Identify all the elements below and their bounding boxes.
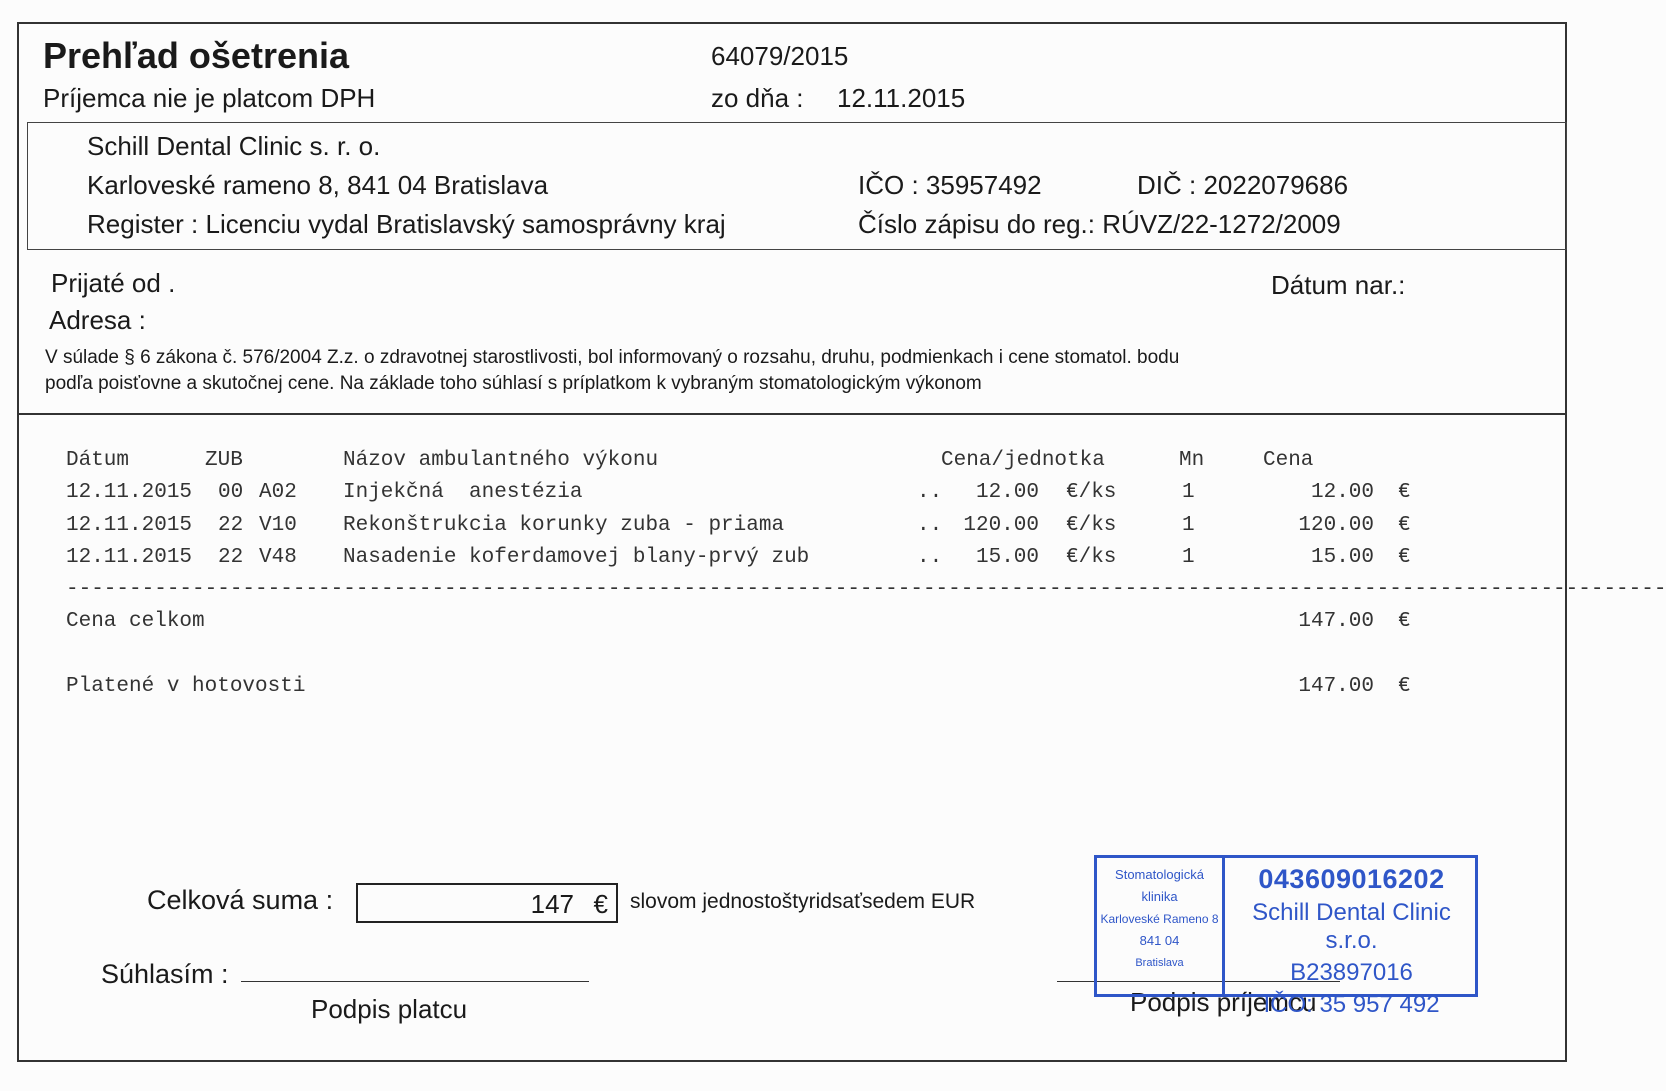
total-sum-words: slovom jednostoštyridsaťsedem EUR (630, 890, 976, 913)
row-date: 12.11.2015 (66, 546, 193, 569)
paid-cash-value: 147.00 (1298, 675, 1374, 698)
date-label: zo dňa : (711, 83, 804, 113)
col-header-name: Názov ambulantného výkonu (343, 449, 659, 472)
row-service-name: Nasadenie koferdamovej blany-prvý zub (343, 546, 810, 569)
row-qty: 1 (1182, 514, 1195, 537)
vat-status: Príjemca nie je platcom DPH (43, 83, 376, 113)
total-sum-box (356, 883, 618, 923)
stamp-left-line-4: 841 04 (1139, 933, 1180, 948)
row-price: 12.00 (1310, 481, 1374, 504)
date-value: 12.11.2015 (837, 83, 966, 113)
row-qty: 1 (1182, 481, 1195, 504)
stamp-code: 043609016202 (1258, 864, 1445, 894)
consent-note-line-2: podľa poisťovne a skutočnej cene. Na základe toho súhlasí s príplatkom k vybraným stomatologickým výkonom (45, 373, 982, 394)
row-tooth: 00 (218, 481, 244, 504)
row-date: 12.11.2015 (66, 514, 193, 537)
received-from-label: Prijaté od . (51, 268, 176, 298)
stamp-left-line-5: Bratislava (1135, 957, 1184, 969)
consent-note-line-1: V súlade § 6 zákona č. 576/2004 Z.z. o zdravotnej starostlivosti, bol informovaný o rozsahu, druhu, podmienkach i cene stomatol. bodu (45, 347, 1180, 368)
document-title: Prehľad ošetrenia (43, 35, 349, 76)
paid-cash-currency: € (1398, 675, 1411, 698)
total-value: 147.00 (1298, 610, 1374, 633)
row-unit: €/ks (1066, 514, 1117, 537)
section-divider (17, 413, 1567, 415)
birth-date-label: Dátum nar.: (1271, 270, 1406, 300)
stamp-reg: B23897016 (1290, 959, 1413, 986)
table-separator: ------------------------------------------------------------------------------------------------------------------------------- (66, 578, 1666, 601)
payer-signature-line (241, 981, 589, 982)
stamp-left-line-2: klinika (1141, 889, 1178, 904)
row-price: 15.00 (1310, 546, 1374, 569)
row-code: A02 (259, 481, 297, 504)
col-header-unit-price: Cena/jednotka (941, 449, 1105, 472)
col-header-date: Dátum (66, 449, 130, 472)
row-dots: .. (917, 514, 943, 537)
stamp-right-panel (1228, 858, 1475, 1018)
clinic-register: Register : Licenciu vydal Bratislavský samosprávny kraj (87, 209, 726, 239)
clinic-ico: IČO : 35957492 (858, 170, 1042, 200)
row-service-name: Injekčná anestézia (343, 481, 583, 504)
row-qty: 1 (1182, 546, 1195, 569)
row-unit: €/ks (1066, 546, 1117, 569)
document-number: 64079/2015 (711, 41, 849, 71)
row-date: 12.11.2015 (66, 481, 193, 504)
row-dots: .. (917, 481, 943, 504)
row-currency: € (1398, 514, 1411, 537)
row-unit-price: 120.00 (963, 514, 1039, 537)
clinic-name: Schill Dental Clinic s. r. o. (87, 131, 381, 161)
stamp-left-panel (1097, 858, 1225, 994)
clinic-reg-number: Číslo zápisu do reg.: RÚVZ/22-1272/2009 (858, 209, 1341, 239)
stamp-left-line-1: Stomatologická (1115, 867, 1204, 882)
row-currency: € (1398, 481, 1411, 504)
row-tooth: 22 (218, 514, 244, 537)
total-sum-value: 147 (530, 889, 574, 919)
stamp-left-line-3: Karloveské Rameno 8 (1100, 912, 1219, 926)
row-tooth: 22 (218, 546, 244, 569)
row-service-name: Rekonštrukcia korunky zuba - priama (343, 514, 785, 537)
col-header-tooth: ZUB (205, 449, 243, 472)
clinic-address: Karloveské rameno 8, 841 04 Bratislava (87, 170, 549, 200)
row-code: V48 (259, 546, 297, 569)
stamp-clinic-name: Schill Dental Clinic s.r.o. (1252, 899, 1451, 954)
patient-address-label: Adresa : (49, 305, 146, 335)
clinic-dic: DIČ : 2022079686 (1137, 170, 1349, 200)
receiver-signature-label: Podpis príjemcu (1130, 987, 1317, 1017)
row-unit: €/ks (1066, 481, 1117, 504)
total-sum-currency: € (593, 889, 608, 919)
row-currency: € (1398, 546, 1411, 569)
paid-cash-label: Platené v hotovosti (66, 675, 306, 698)
consent-label: Súhlasím : (101, 959, 229, 989)
row-price: 120.00 (1298, 514, 1374, 537)
row-unit-price: 12.00 (975, 481, 1039, 504)
total-sum-label: Celková suma : (147, 885, 334, 915)
payer-signature-label: Podpis platcu (311, 994, 468, 1024)
row-code: V10 (259, 514, 297, 537)
row-dots: .. (917, 546, 943, 569)
stamp-ico: IČO: 35 957 492 (1263, 991, 1440, 1018)
col-header-price: Cena (1263, 449, 1314, 472)
total-label: Cena celkom (66, 610, 205, 633)
col-header-qty: Mn (1179, 449, 1205, 472)
total-currency: € (1398, 610, 1411, 633)
row-unit-price: 15.00 (975, 546, 1039, 569)
